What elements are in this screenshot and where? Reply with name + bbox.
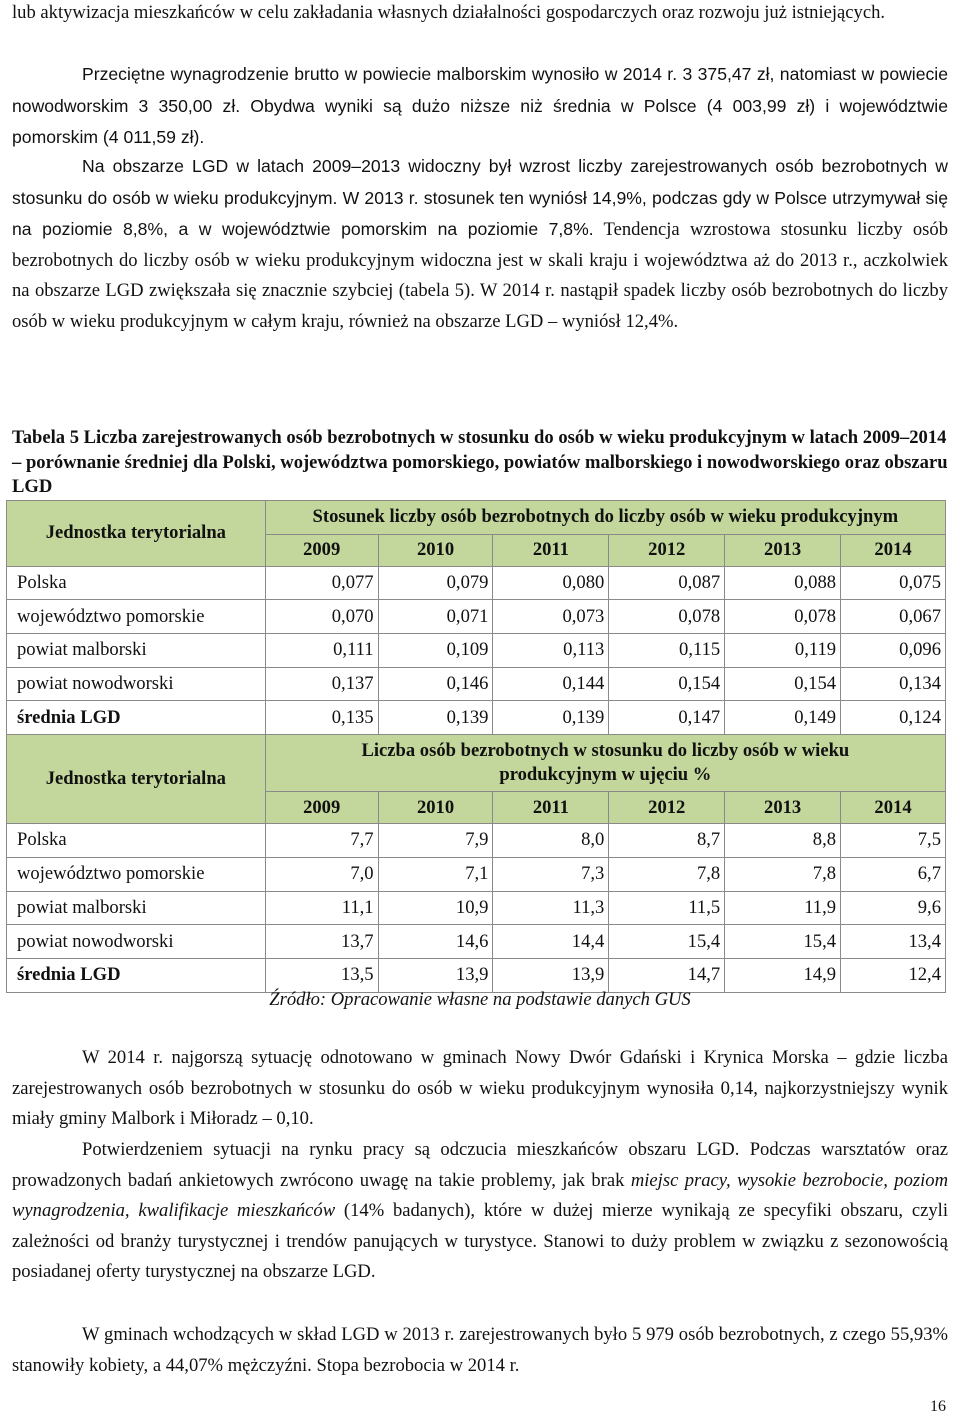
- row-label: Polska: [7, 824, 266, 858]
- section-2-rows: [7, 824, 946, 992]
- intro-paragraph-2: [12, 59, 948, 154]
- table-row: [7, 891, 946, 925]
- table-cell: 7,5: [841, 824, 946, 858]
- table-row: [7, 600, 946, 634]
- table-cell: 11,5: [609, 891, 725, 925]
- section-1-rows: [7, 566, 946, 734]
- body-text-2d: Stanowi to duży problem w związku z sezonowością posiadanej oferty turystycznej na obszarze LGD.: [12, 1230, 949, 1283]
- row-label: średnia LGD: [7, 701, 266, 735]
- unit-header: Jednostka terytorialna: [7, 735, 266, 824]
- table-cell: 0,115: [609, 634, 725, 668]
- table-cell: 10,9: [378, 891, 493, 925]
- table-cell: 0,077: [265, 566, 378, 600]
- table-section-2: [7, 735, 946, 824]
- body-paragraph-2: [12, 1135, 948, 1288]
- table-cell: 0,137: [265, 667, 378, 701]
- body-text-1: W 2014 r. najgorszą sytuację odnotowano w gminach Nowy Dwór Gdański i Krynica Morska – gdzie liczba zarejestrowanych osób bezrobotnych w stosunku do osób w wieku produkcyjnym wynosiła 0,14, najkorzystniejszy wynik miały gminy Malbork i Miłoradz – 0,10.: [12, 1047, 948, 1130]
- table-cell: 0,109: [378, 634, 493, 668]
- table-cell: 0,088: [725, 566, 841, 600]
- table-cell: 11,1: [265, 891, 378, 925]
- year-header: 2013: [725, 792, 841, 824]
- section-2-title: Liczba osób bezrobotnych w stosunku do liczby osób w wieku produkcyjnym w ujęciu %: [265, 735, 945, 792]
- row-label: powiat malborski: [7, 891, 266, 925]
- table-cell: 0,078: [609, 600, 725, 634]
- table-cell: 0,079: [378, 566, 493, 600]
- table-cell: 15,4: [609, 925, 725, 959]
- year-header: 2014: [841, 792, 946, 824]
- body-paragraph-1: [12, 1043, 948, 1135]
- table-cell: 15,4: [725, 925, 841, 959]
- data-table: [6, 500, 946, 993]
- table-cell: 0,096: [841, 634, 946, 668]
- row-label: powiat nowodworski: [7, 667, 266, 701]
- table-cell: 14,4: [493, 925, 609, 959]
- table-section-1: [7, 501, 946, 567]
- table-cell: 0,144: [493, 667, 609, 701]
- table-cell: 8,7: [609, 824, 725, 858]
- intro-text-2: Przeciętne wynagrodzenie brutto w powiecie malborskim wynosiło w 2014 r. 3 375,47 zł, natomiast w powiecie nowodworskim 3 350,00 zł. Obydwa wyniki są dużo niższe niż średnia w Polsce (4 003,99 zł) i województwie pomorskim (4 011,59 zł).: [12, 64, 948, 148]
- year-header: 2012: [609, 534, 725, 566]
- table-cell: 0,111: [265, 634, 378, 668]
- year-header: 2010: [378, 792, 493, 824]
- body-text-2c: (14% badanych), które w dużej mierze wynikają ze specyfiki obszaru, czyli zależności od branży turystycznej i trendów panujących w turystyce.: [12, 1200, 948, 1252]
- section-1-title: Stosunek liczby osób bezrobotnych do liczby osób w wieku produkcyjnym: [265, 501, 945, 535]
- table-cell: 13,4: [841, 925, 946, 959]
- table-cell: 7,8: [609, 857, 725, 891]
- body-text-2b: miejsc pracy, wysokie bezrobocie, poziom wynagrodzenia, kwalifikacje mieszkańców: [12, 1169, 948, 1222]
- table-cell: 7,3: [493, 857, 609, 891]
- table-cell: 0,154: [725, 667, 841, 701]
- table-cell: 0,071: [378, 600, 493, 634]
- table-cell: 11,3: [493, 891, 609, 925]
- table-cell: 7,8: [725, 857, 841, 891]
- table-row: [7, 958, 946, 992]
- year-header: 2011: [493, 534, 609, 566]
- year-header: 2012: [609, 792, 725, 824]
- table-cell: 0,147: [609, 701, 725, 735]
- table-row: [7, 634, 946, 668]
- table-cell: 0,067: [841, 600, 946, 634]
- table-cell: 14,9: [725, 958, 841, 992]
- row-label: województwo pomorskie: [7, 857, 266, 891]
- table-cell: 0,073: [493, 600, 609, 634]
- body-paragraph-3: [12, 1320, 948, 1381]
- table-cell: 8,0: [493, 824, 609, 858]
- table-source: Źródło: Opracowanie własne na podstawie danych GUS: [269, 989, 691, 1010]
- table-cell: 13,9: [493, 958, 609, 992]
- table-cell: 9,6: [841, 891, 946, 925]
- table-cell: 0,075: [841, 566, 946, 600]
- year-header: 2009: [265, 792, 378, 824]
- row-label: Polska: [7, 566, 266, 600]
- table-row: [7, 824, 946, 858]
- table-cell: 0,134: [841, 667, 946, 701]
- table-row: [7, 701, 946, 735]
- body-text-3: W gminach wchodzących w skład LGD w 2013 r. zarejestrowanych było 5 979 osób bezrobotnych, z czego 55,93% stanowiły kobiety, a 44,07% mężczyźni. Stopa bezrobocia w 2014 r.: [12, 1324, 948, 1376]
- table-cell: 13,7: [265, 925, 378, 959]
- table-cell: 0,135: [265, 701, 378, 735]
- table-cell: 0,149: [725, 701, 841, 735]
- table-cell: 6,7: [841, 857, 946, 891]
- table-cell: 0,139: [493, 701, 609, 735]
- intro-paragraph-3: [12, 151, 948, 338]
- table-cell: 8,8: [725, 824, 841, 858]
- row-label: województwo pomorskie: [7, 600, 266, 634]
- table-cell: 0,124: [841, 701, 946, 735]
- table-cell: 11,9: [725, 891, 841, 925]
- table-cell: 0,078: [725, 600, 841, 634]
- table-cell: 0,113: [493, 634, 609, 668]
- body-text-2a: Potwierdzeniem sytuacji na rynku pracy są odczucia mieszkańców obszaru LGD. Podczas warsztatów oraz prowadzonych badań ankietowych zwrócono uwagę na takie problemy, jak brak: [12, 1139, 948, 1191]
- row-label: średnia LGD: [7, 958, 266, 992]
- intro-paragraph-1: [12, 0, 948, 29]
- table-cell: 14,7: [609, 958, 725, 992]
- table-cell: 7,0: [265, 857, 378, 891]
- table-cell: 0,139: [378, 701, 493, 735]
- table-caption: Tabela 5 Liczba zarejestrowanych osób bezrobotnych w stosunku do osób w wieku produkcyjnym w latach 2009–2014 – porównanie średniej dla Polski, województwa pomorskiego, powiatów malborskiego i nowodworskiego oraz obszaru LGD: [12, 427, 948, 497]
- row-label: powiat nowodworski: [7, 925, 266, 959]
- table-cell: 14,6: [378, 925, 493, 959]
- table-row: [7, 857, 946, 891]
- intro-text-1: lub aktywizacja mieszkańców w celu zakładania własnych działalności gospodarczych oraz rozwoju już istniejących.: [12, 2, 886, 23]
- table-row: [7, 667, 946, 701]
- unit-header: Jednostka terytorialna: [7, 501, 266, 567]
- table-cell: 0,154: [609, 667, 725, 701]
- page-number: 16: [930, 1398, 946, 1415]
- table-cell: 13,9: [378, 958, 493, 992]
- table-cell: 0,087: [609, 566, 725, 600]
- table-cell: 7,9: [378, 824, 493, 858]
- table-cell: 0,146: [378, 667, 493, 701]
- intro-text-3b: Tendencja wzrostowa stosunku liczby osób bezrobotnych do liczby osób w wieku produkcyjnym widoczna jest w skali kraju i województwa aż do 2013 r., aczkolwiek na obszarze LGD zwiększała się znacznie szybciej (tabela 5). W 2014 r. nastąpił spadek liczby osób bezrobotnych do liczby osób w wieku produkcyjnym w całym kraju, również na obszarze LGD – wyniósł 12,4%.: [12, 219, 948, 332]
- table-cell: 0,080: [493, 566, 609, 600]
- year-header: 2011: [493, 792, 609, 824]
- year-header: 2009: [265, 534, 378, 566]
- table-cell: 7,7: [265, 824, 378, 858]
- table-cell: 13,5: [265, 958, 378, 992]
- intro-text-3: Na obszarze LGD w latach 2009–2013 widoczny był wzrost liczby zarejestrowanych osób bezrobotnych w stosunku do osób w wieku produkcyjnym. W 2013 r. stosunek ten wyniósł 14,9%, podczas gdy w Polsce utrzymywał się na poziomie 8,8%, a w województwie pomorskim na poziomie 7,8%.: [12, 156, 948, 240]
- table-row: [7, 925, 946, 959]
- row-label: powiat malborski: [7, 634, 266, 668]
- table-cell: 12,4: [841, 958, 946, 992]
- year-header: 2014: [841, 534, 946, 566]
- table-cell: 7,1: [378, 857, 493, 891]
- year-header: 2013: [725, 534, 841, 566]
- table-cell: 0,119: [725, 634, 841, 668]
- table-row: [7, 566, 946, 600]
- year-header: 2010: [378, 534, 493, 566]
- table-cell: 0,070: [265, 600, 378, 634]
